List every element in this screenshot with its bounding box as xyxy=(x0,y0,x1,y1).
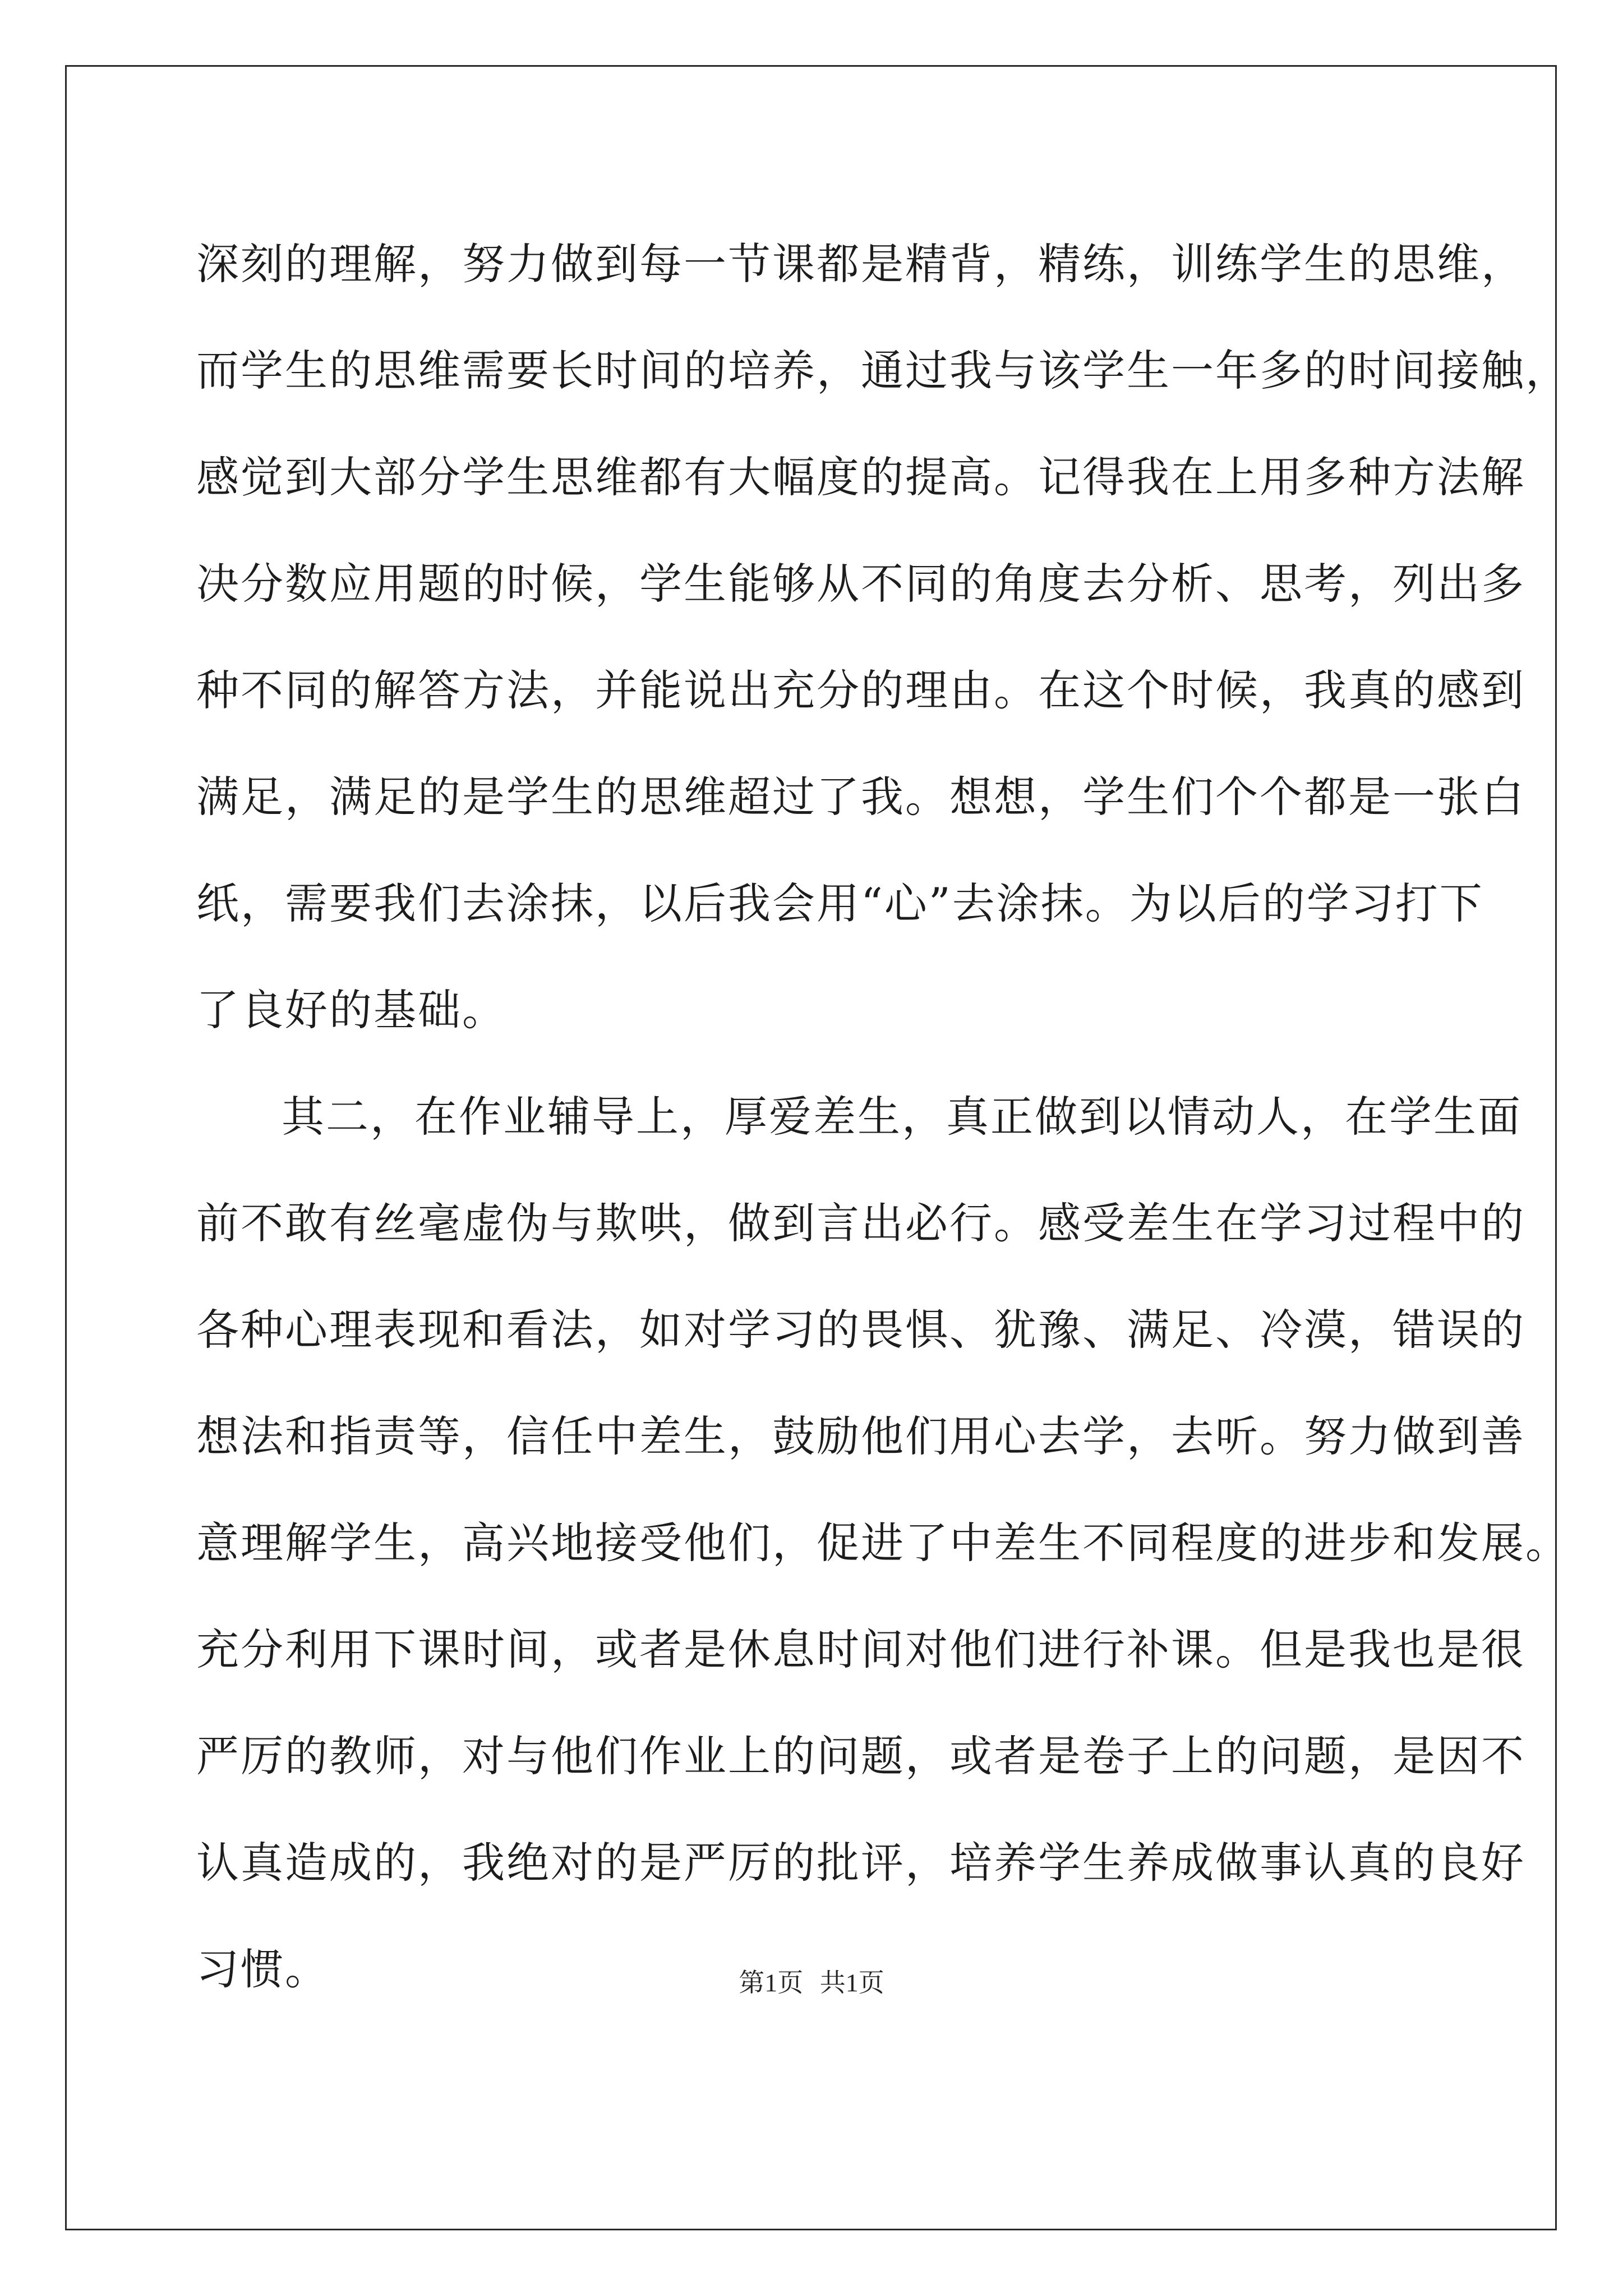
text-line: 认真造成的，我绝对的是严厉的批评，培养学生养成做事认真的良好 xyxy=(196,1838,1525,1888)
text-line: 各种心理表现和看法，如对学习的畏惧、犹豫、满足、冷漠，错误的 xyxy=(196,1305,1525,1355)
text-line: 满足，满足的是学生的思维超过了我。想想，学生们个个都是一张白 xyxy=(196,772,1525,822)
text-line: 了良好的基础。 xyxy=(196,985,506,1035)
text-line: 决分数应用题的时候，学生能够从不同的角度去分析、思考，列出多 xyxy=(196,559,1525,609)
text-line: 深刻的理解，努力做到每一节课都是精背，精练，训练学生的思维， xyxy=(196,239,1525,289)
paragraph-first-line: 其二，在作业辅导上，厚爱差生，真正做到以情动人，在学生面 xyxy=(282,1092,1522,1142)
text-line: 感觉到大部分学生思维都有大幅度的提高。记得我在上用多种方法解 xyxy=(196,452,1525,502)
text-line: 严厉的教师，对与他们作业上的问题，或者是卷子上的问题，是因不 xyxy=(196,1731,1525,1781)
text-line: 而学生的思维需要长时间的培养，通过我与该学生一年多的时间接触， xyxy=(196,346,1570,395)
text-line: 纸，需要我们去涂抹，以后我会用“心”去涂抹。为以后的学习打下 xyxy=(196,878,1484,928)
document-body xyxy=(196,211,1570,2023)
page-number-footer: 第1页 共1页 xyxy=(739,1968,884,1997)
text-line: 种不同的解答方法，并能说出充分的理由。在这个时候，我真的感到 xyxy=(196,665,1525,715)
text-line: 前不敢有丝毫虚伪与欺哄，做到言出必行。感受差生在学习过程中的 xyxy=(196,1198,1525,1248)
text-line: 充分利用下课时间，或者是休息时间对他们进行补课。但是我也是很 xyxy=(196,1625,1525,1674)
text-line: 想法和指责等，信任中差生，鼓励他们用心去学，去听。努力做到善 xyxy=(196,1411,1525,1461)
text-line: 习惯。 xyxy=(196,1944,329,1994)
text-line: 意理解学生，高兴地接受他们，促进了中差生不同程度的进步和发展。 xyxy=(196,1518,1570,1568)
